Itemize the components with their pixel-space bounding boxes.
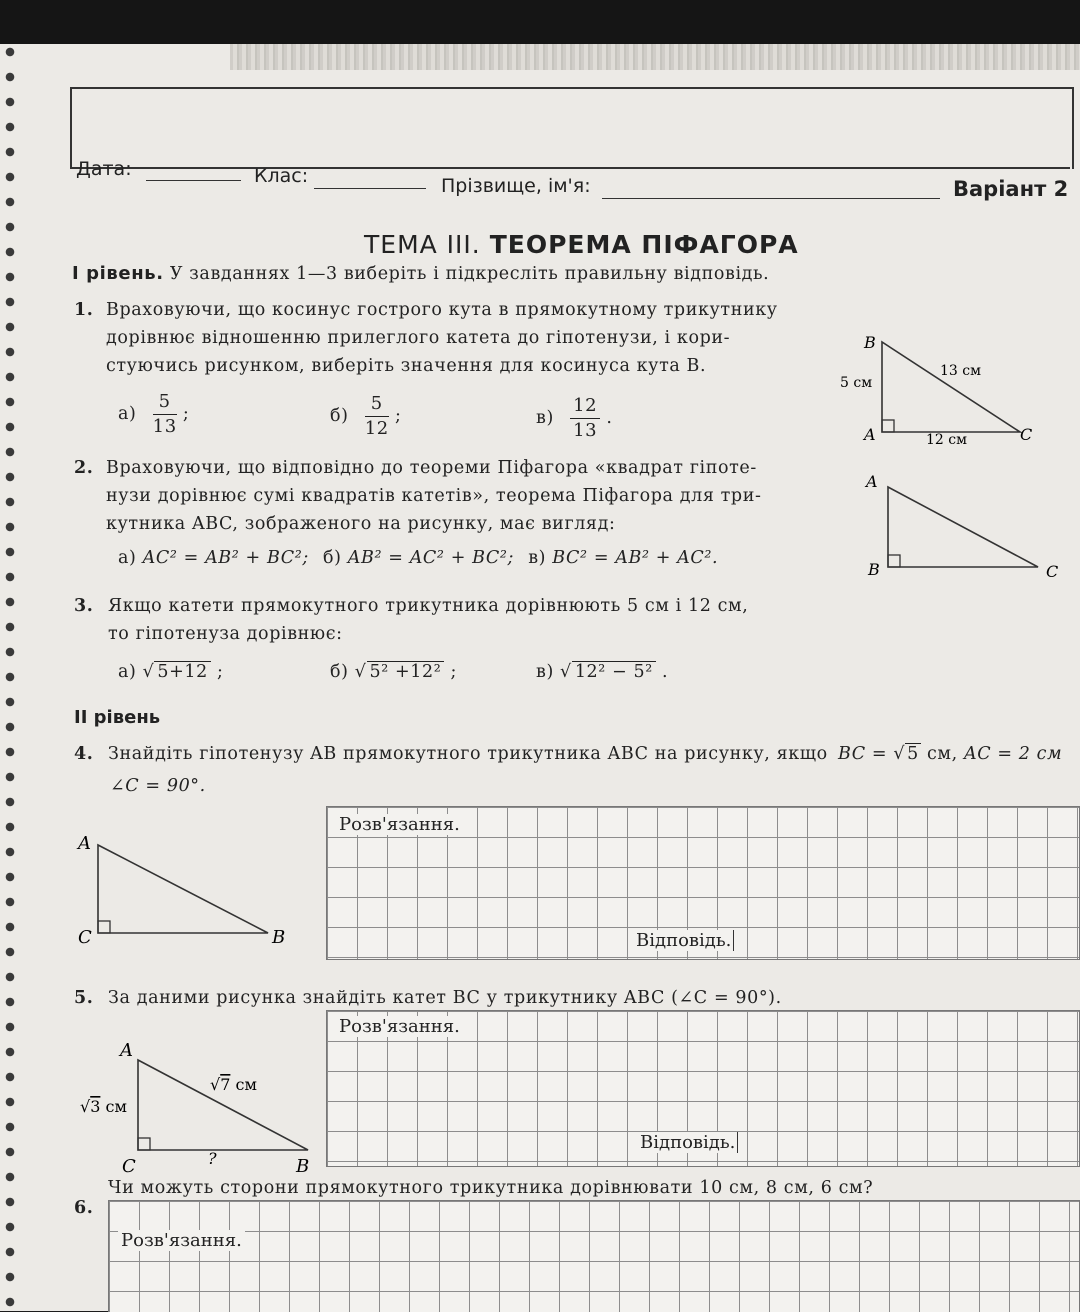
task6-solution-label: Розв'язання. [118,1230,245,1251]
task2-line: нузи дорівнює сумі квадратів катетів», теорема Піфагора для три- [106,486,762,506]
task2-option-b[interactable]: б) AB² = AC² + BC²; [323,548,515,568]
vertex-label: A [78,833,91,854]
task4-text: Знайдіть гіпотенузу AB прямокутного трикутника ABC на рисунку, якщо BC = √ 5 см, AC = 2 см [108,744,1063,764]
task1-triangle-figure [830,330,1050,450]
vertex-label: A [866,472,878,491]
task5-solution-label: Розв'язання. [336,1016,463,1037]
task1-option-c[interactable]: в) $\frac{12}{13}$ . [536,395,613,441]
task6-text: Чи можуть сторони прямокутного трикутника дорівнювати 10 см, 8 см, 6 см? [108,1178,874,1198]
topic-title [364,230,799,259]
task4-number: 4. [74,744,94,764]
task2-option-c[interactable]: в) BC² = AB² + AC². [528,548,719,568]
task5-answer-label: Відповідь. [640,1132,738,1153]
fraction: $\frac{12}{13}$ [570,394,600,443]
task2-option-a[interactable]: а) AC² = AB² + BC²; [118,548,309,568]
task3-text [108,592,828,648]
level1-heading [72,260,769,288]
vertex-label: B [296,1156,310,1177]
date-label: Дата: [76,158,132,180]
task1-option-b[interactable]: б) $\frac{5}{12}$ ; [330,393,402,439]
task2-line: Враховуючи, що відповідно до теореми Піфагора «квадрат гіпоте- [106,458,757,478]
task5-text: За даними рисунка знайдіть катет BC у трикутнику ABC (∠C = 90°). [108,988,782,1008]
vertex-label: A [120,1040,133,1061]
top-black-bar [0,0,1080,44]
task1-line: стуючись рисунком, виберіть значення для косинуса кута B. [106,356,707,376]
triangle-shape [882,342,1020,432]
task2-number: 2. [74,458,94,478]
class-field[interactable] [314,188,426,189]
task6-number: 6. [74,1198,94,1218]
task3-option-a[interactable]: а) √ 5+12 ; [118,662,224,682]
task2-triangle-figure [858,465,1068,585]
right-angle-mark [888,555,900,567]
fraction: $\frac{5}{13}$ [152,391,177,437]
variant-label: Варіант 2 [953,177,1069,201]
task4-triangle-figure [70,825,300,955]
binding-holes [0,44,30,1311]
level1-instruction: У завданнях 1—3 виберіть і підкресліть правильну відповідь. [169,264,770,284]
task5-number: 5. [74,988,94,1008]
triangle-shape [888,487,1038,567]
triangle-shape [98,845,268,933]
right-angle-mark [138,1138,150,1150]
task1-text [106,296,806,380]
side-label: 13 см [940,363,981,379]
task6-solution-grid[interactable] [108,1200,1080,1312]
task1-option-a[interactable]: а) $\frac{5}{13}$ ; [118,391,190,437]
task2-line: кутника ABC, зображеного на рисунку, має вигляд: [106,514,616,534]
topic-name: ТЕОРЕМА ПІФАГОРА [489,230,799,259]
vertex-label: C [1020,425,1033,444]
date-field[interactable] [146,180,241,181]
vertex-label: C [1046,562,1059,581]
task3-line: то гіпотенуза дорівнює: [108,624,343,644]
right-angle-mark [882,420,894,432]
topic-prefix: ТЕМА III. [364,230,481,259]
name-label: Прізвище, ім'я: [441,175,591,197]
task2-options [118,544,718,572]
level1-label: I рівень. [72,263,164,284]
vertex-label: A [864,425,876,444]
level2-heading: II рівень [74,707,161,728]
side-label-ab: √7 см [210,1075,257,1094]
unknown-side-label: ? [208,1149,217,1168]
task1-number: 1. [74,300,94,320]
vertex-label: C [122,1156,136,1177]
vertex-label: C [78,927,92,948]
torn-edge [230,44,1080,70]
header-box [70,87,1074,169]
fraction: $\frac{5}{12}$ [364,393,389,439]
right-angle-mark [98,921,110,933]
task4-solution-label: Розв'язання. [336,814,463,835]
vertex-label: B [868,560,880,579]
side-label: 12 см [926,432,967,448]
task2-text [106,454,826,538]
name-field[interactable] [602,198,940,199]
side-label: 5 см [840,375,873,391]
task4-angle: ∠C = 90°. [110,776,206,796]
task3-number: 3. [74,596,94,616]
class-label: Клас: [254,165,309,187]
task3-option-b[interactable]: б) √ 5² +12² ; [330,662,458,682]
side-label-ac: √3 см [80,1097,127,1116]
task3-line: Якщо катети прямокутного трикутника дорівнюють 5 см і 12 см, [108,596,749,616]
task5-triangle-figure [78,1032,328,1177]
vertex-label: B [272,927,286,948]
task4-answer-label: Відповідь. [636,930,734,951]
task1-line: дорівнює відношенню прилеглого катета до гіпотенузи, і кори- [106,328,731,348]
vertex-label: B [864,333,876,352]
task3-option-c[interactable]: в) √ 12² − 5² . [536,662,669,682]
task1-line: Враховуючи, що косинус гострого кута в прямокутному трикутнику [106,300,778,320]
triangle-shape [138,1060,308,1150]
